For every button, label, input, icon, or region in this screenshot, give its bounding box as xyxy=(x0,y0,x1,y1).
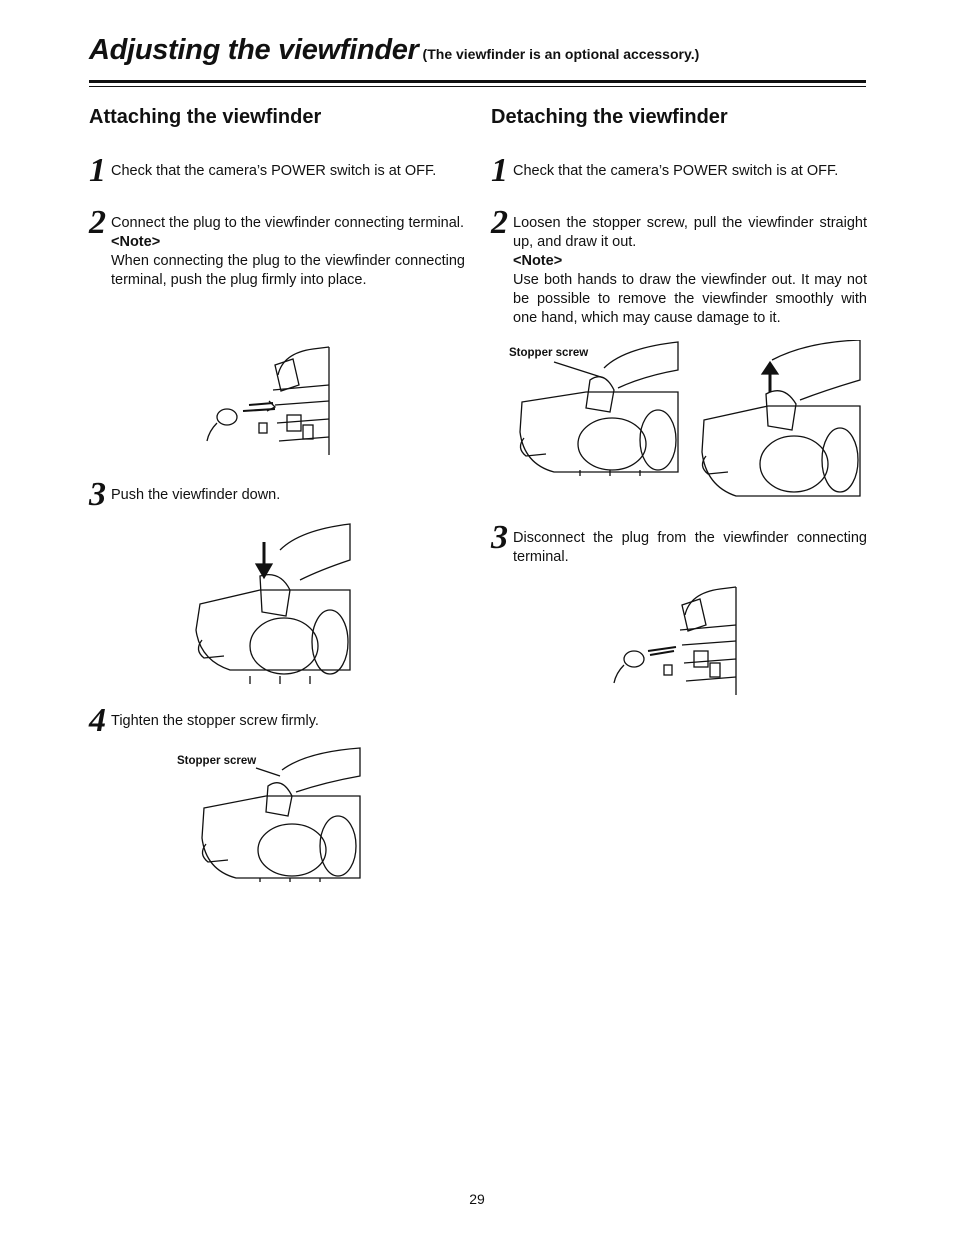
note-label: <Note> xyxy=(111,234,161,250)
title-rule-thin xyxy=(89,86,866,87)
detach-heading: Detaching the viewfinder xyxy=(491,106,728,128)
stopper-screw-label-right: Stopper screw xyxy=(509,347,589,359)
push-down-illustration xyxy=(190,520,356,684)
page-title xyxy=(89,34,699,67)
attach-step-3 xyxy=(89,476,465,513)
stopper-screw-label-left: Stopper screw xyxy=(177,755,257,767)
step-text: Loosen the stopper screw, pull the viewfinder straight up, and draw it out. xyxy=(513,215,867,250)
note-text: When connecting the plug to the viewfinder connecting terminal, push the plug firmly into place. xyxy=(111,253,465,288)
note-text: Use both hands to draw the viewfinder out. It may not be possible to remove the viewfinder smoothly with one hand, which may cause damage to it. xyxy=(513,272,867,326)
plug-connect-illustration xyxy=(203,345,333,457)
step-number: 3 xyxy=(89,476,106,513)
step-number: 4 xyxy=(89,702,106,739)
step-text: Check that the camera’s POWER switch is at OFF. xyxy=(513,163,839,179)
step-number: 1 xyxy=(491,152,508,189)
step-text: Check that the camera’s POWER switch is at OFF. xyxy=(111,163,437,179)
step-number: 2 xyxy=(491,204,508,241)
detach-step-2 xyxy=(491,204,867,328)
pull-up-illustration xyxy=(696,340,862,500)
detach-step-1 xyxy=(491,152,867,189)
step-text: Disconnect the plug from the viewfinder connecting terminal. xyxy=(513,530,867,565)
step-number: 1 xyxy=(89,152,106,189)
plug-disconnect-illustration xyxy=(610,585,740,697)
title-main: Adjusting the viewfinder xyxy=(89,34,419,66)
step-text: Connect the plug to the viewfinder connecting terminal. xyxy=(111,215,465,231)
detach-step-3 xyxy=(491,519,867,567)
attach-step-2 xyxy=(89,204,465,290)
tighten-screw-illustration xyxy=(196,746,362,882)
title-note: (The viewfinder is an optional accessory.) xyxy=(422,46,700,62)
title-rule-thick xyxy=(89,80,866,83)
step-text: Push the viewfinder down. xyxy=(111,487,281,503)
attach-heading: Attaching the viewfinder xyxy=(89,106,322,128)
note-label: <Note> xyxy=(513,253,563,269)
step-number: 2 xyxy=(89,204,106,241)
page-number: 29 xyxy=(469,1191,485,1207)
attach-step-1 xyxy=(89,152,465,189)
step-text: Tighten the stopper screw firmly. xyxy=(111,713,319,729)
loosen-screw-illustration xyxy=(514,340,680,476)
step-number: 3 xyxy=(491,519,508,556)
attach-step-4 xyxy=(89,702,465,739)
